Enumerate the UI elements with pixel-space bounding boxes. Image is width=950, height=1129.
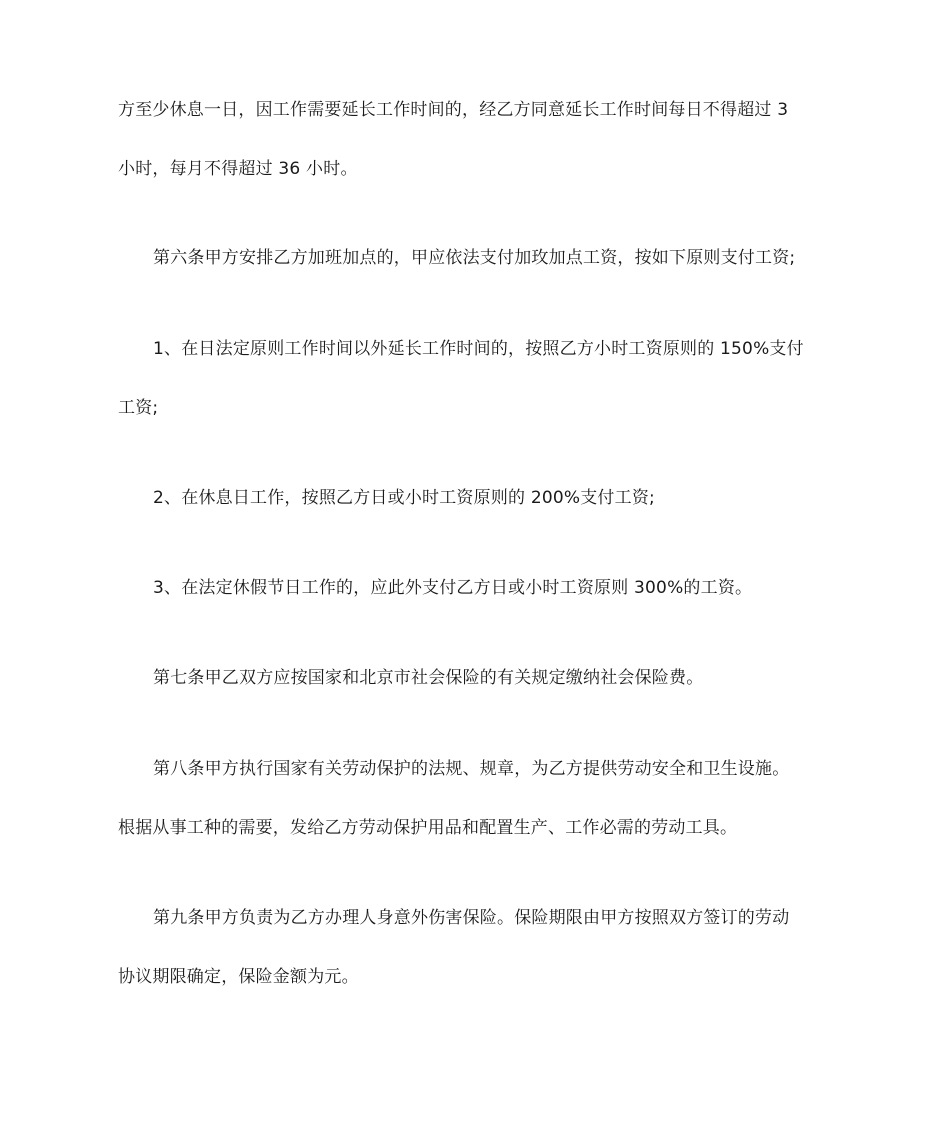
list-item-1: 1、在日法定原则工作时间以外延长工作时间的，按照乙方小时工资原则的 150%支付: [153, 339, 804, 359]
paragraph-article-7: 第七条甲乙双方应按国家和北京市社会保险的有关规定缴纳社会保险费。: [153, 668, 704, 688]
text-line: 小时，每月不得超过 36 小时。: [118, 159, 358, 179]
text-line: 方至少休息一日，因工作需要延长工作时间的，经乙方同意延长工作时间每日不得超过 3: [118, 100, 789, 120]
paragraph-article-8: 第八条甲方执行国家有关劳动保护的法规、规章，为乙方提供劳动安全和卫生设施。: [153, 759, 790, 779]
list-item-2: 2、在休息日工作，按照乙方日或小时工资原则的 200%支付工资;: [153, 488, 655, 508]
text-line: 工资;: [118, 398, 159, 418]
paragraph-article-9: 第九条甲方负责为乙方办理人身意外伤害保险。保险期限由甲方按照双方签订的劳动: [153, 908, 790, 928]
paragraph-article-6: 第六条甲方安排乙方加班加点的，甲应依法支付加玫加点工资，按如下原则支付工资;: [153, 248, 796, 268]
text-line: 根据从事工种的需要，发给乙方劳动保护用品和配置生产、工作必需的劳动工具。: [118, 818, 738, 838]
text-line: 协议期限确定，保险金额为元。: [118, 967, 359, 987]
list-item-3: 3、在法定休假节日工作的，应此外支付乙方日或小时工资原则 300%的工资。: [153, 578, 753, 598]
